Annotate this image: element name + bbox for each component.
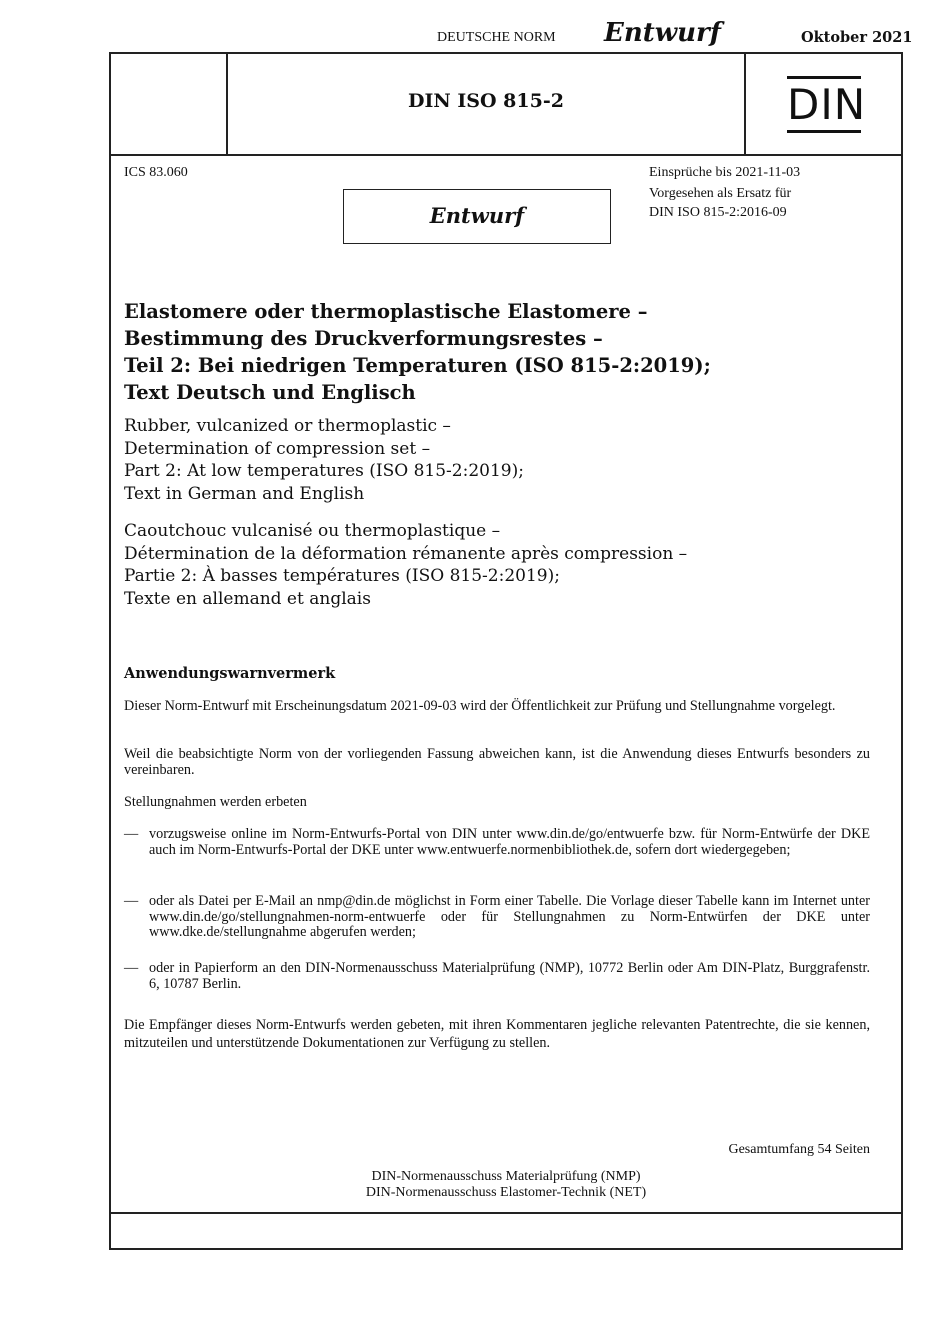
- total-pages: Gesamtumfang 54 Seiten: [728, 1142, 870, 1157]
- title-en-line: Part 2: At low temperatures (ISO 815-2:2019);: [124, 461, 524, 481]
- list-item: [124, 961, 870, 992]
- warning-paragraph-3: Stellungnahmen werden erbeten: [124, 794, 307, 810]
- warning-paragraph-4: Die Empfänger dieses Norm-Entwurfs werden gebeten, mit ihren Kommentaren jegliche relevanten Patentrechte, die sie kennen, mitzuteilen und unterstützende Dokumentationen zur Verfügung zu stellen.: [124, 1017, 870, 1051]
- list-item-text: oder in Papierform an den DIN-Normenausschuss Materialprüfung (NMP), 10772 Berlin oder Am DIN-Platz, Burggrafenstr. 6, 10787 Berlin.: [149, 960, 870, 992]
- title-german: [124, 298, 884, 406]
- list-item-text: oder als Datei per E-Mail an nmp@din.de möglichst in Form einer Tabelle. Die Vorlage dieser Tabelle kann im Internet unter www.din.de/go/stellungnahmen-norm-entwuerfe oder für Stellungnahmen zu Norm-Entwürfen der DKE unter www.dke.de/stellungnahme abgerufen werden;: [149, 893, 870, 940]
- committee-2: DIN-Normenausschuss Elastomer-Technik (NET): [365, 1185, 647, 1200]
- ics-code: ICS 83.060: [124, 165, 188, 180]
- objections-deadline: Einsprüche bis 2021-11-03: [649, 165, 801, 180]
- replacement-line-1: Vorgesehen als Ersatz für: [649, 186, 792, 201]
- title-de-line: Teil 2: Bei niedrigen Temperaturen (ISO 815-2:2019);: [124, 354, 711, 377]
- din-logo: [787, 76, 867, 134]
- entwurf-header-label: Entwurf: [604, 18, 721, 48]
- title-french: [124, 520, 884, 610]
- list-item-text: vorzugsweise online im Norm-Entwurfs-Portal von DIN unter www.din.de/go/entwuerfe bzw. für Norm-Entwürfe der DKE auch im Norm-Entwurfs-Portal der DKE unter www.entwuerfe.normenbibliothek.de, sofern dort wiedergegeben;: [149, 826, 870, 858]
- bullet-dash: —: [124, 893, 139, 909]
- issue-date: Oktober 2021: [801, 29, 913, 46]
- entwurf-box: [343, 189, 611, 244]
- committee-1: DIN-Normenausschuss Materialprüfung (NMP): [371, 1169, 641, 1184]
- entwurf-box-label: Entwurf: [429, 203, 525, 228]
- title-en-line: Rubber, vulcanized or thermoplastic –: [124, 416, 451, 436]
- warning-paragraph-1: Dieser Norm-Entwurf mit Erscheinungsdatum 2021-09-03 wird der Öffentlichkeit zur Prüfung und Stellungnahme vorgelegt.: [124, 698, 836, 714]
- warning-paragraph-2: Weil die beabsichtigte Norm von der vorliegenden Fassung abweichen kann, ist die Anwendung dieses Entwurfs besonders zu vereinbaren.: [124, 746, 870, 778]
- list-item: [124, 894, 870, 941]
- replacement-line-2: DIN ISO 815-2:2016-09: [649, 205, 787, 220]
- title-de-line: Elastomere oder thermoplastische Elastomere –: [124, 300, 648, 323]
- title-fr-line: Détermination de la déformation rémanente après compression –: [124, 543, 688, 564]
- bullet-dash: —: [124, 826, 139, 842]
- title-english: [124, 415, 884, 505]
- title-block-divider: [109, 154, 903, 156]
- list-item: [124, 827, 870, 858]
- title-fr-line: Caoutchouc vulcanisé ou thermoplastique –: [124, 521, 501, 541]
- din-logo-top-bar: [787, 76, 861, 79]
- din-logo-bottom-bar: [787, 130, 861, 133]
- title-block-right-divider: [744, 52, 746, 155]
- title-en-line: Determination of compression set –: [124, 438, 431, 459]
- title-de-line: Bestimmung des Druckverformungsrestes –: [124, 327, 603, 350]
- warning-heading: Anwendungswarnvermerk: [124, 665, 336, 682]
- footer-divider: [109, 1212, 903, 1214]
- title-en-line: Text in German and English: [124, 483, 365, 504]
- document-number: DIN ISO 815-2: [408, 90, 564, 112]
- norm-label: DEUTSCHE NORM: [437, 30, 556, 45]
- title-fr-line: Partie 2: À basses températures (ISO 815-2:2019);: [124, 566, 560, 586]
- din-logo-text: DIN: [787, 80, 867, 129]
- title-de-line: Text Deutsch und Englisch: [124, 381, 416, 404]
- bullet-dash: —: [124, 960, 139, 976]
- title-fr-line: Texte en allemand et anglais: [124, 588, 371, 609]
